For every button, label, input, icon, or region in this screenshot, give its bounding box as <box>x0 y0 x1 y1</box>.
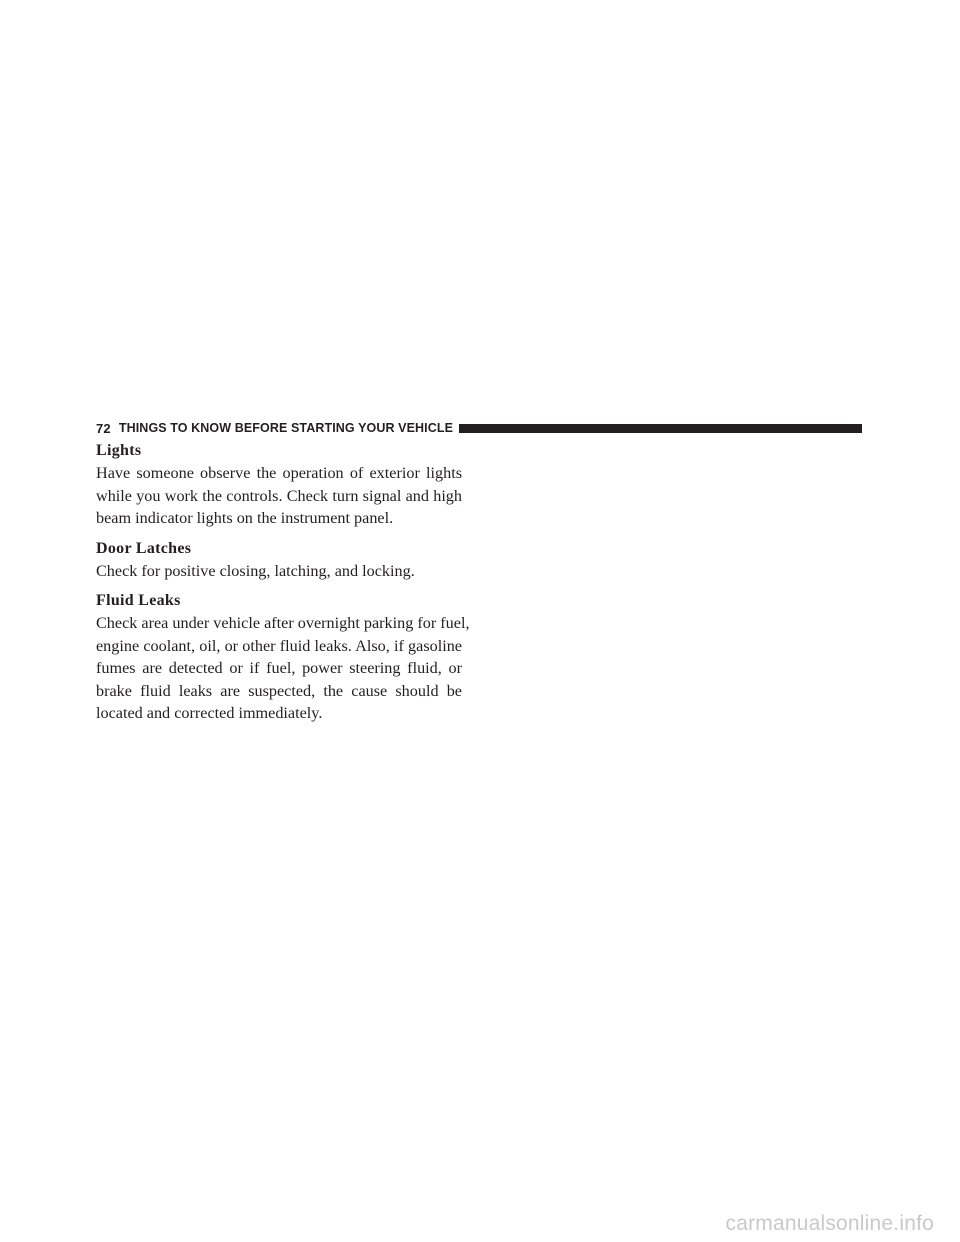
section-body <box>96 612 470 725</box>
section-body <box>96 462 462 530</box>
section-body <box>96 560 462 583</box>
body-line: while you work the controls. Check turn signal and high <box>96 486 462 505</box>
body-line: engine coolant, oil, or other fluid leaks. Also, if gasoline <box>96 636 462 655</box>
body-line: beam indicator lights on the instrument panel. <box>96 509 394 527</box>
body-line: Have someone observe the operation of exterior lights <box>96 464 462 482</box>
section-fluid-leaks <box>96 590 470 725</box>
section-title: THINGS TO KNOW BEFORE STARTING YOUR VEHICLE <box>118 421 454 435</box>
section-door-latches <box>96 538 462 583</box>
page-content <box>96 440 470 733</box>
body-line: Check for positive closing, latching, and locking. <box>96 561 415 580</box>
body-line: Check area under vehicle after overnight parking for fuel, <box>96 614 470 632</box>
section-lights <box>96 440 462 530</box>
page-number: 72 <box>96 420 111 436</box>
section-heading: Fluid Leaks <box>96 592 181 609</box>
body-line: fumes are detected or if fuel, power steering fluid, or <box>96 659 462 677</box>
section-heading: Door Latches <box>96 539 192 557</box>
watermark: carmanualsonline.info <box>725 1212 934 1235</box>
body-line: brake fluid leaks are suspected, the cause should be <box>96 681 462 700</box>
header-rule <box>459 424 862 433</box>
page-header <box>96 419 862 437</box>
section-heading: Lights <box>96 442 142 459</box>
body-line: located and corrected immediately. <box>96 704 323 722</box>
